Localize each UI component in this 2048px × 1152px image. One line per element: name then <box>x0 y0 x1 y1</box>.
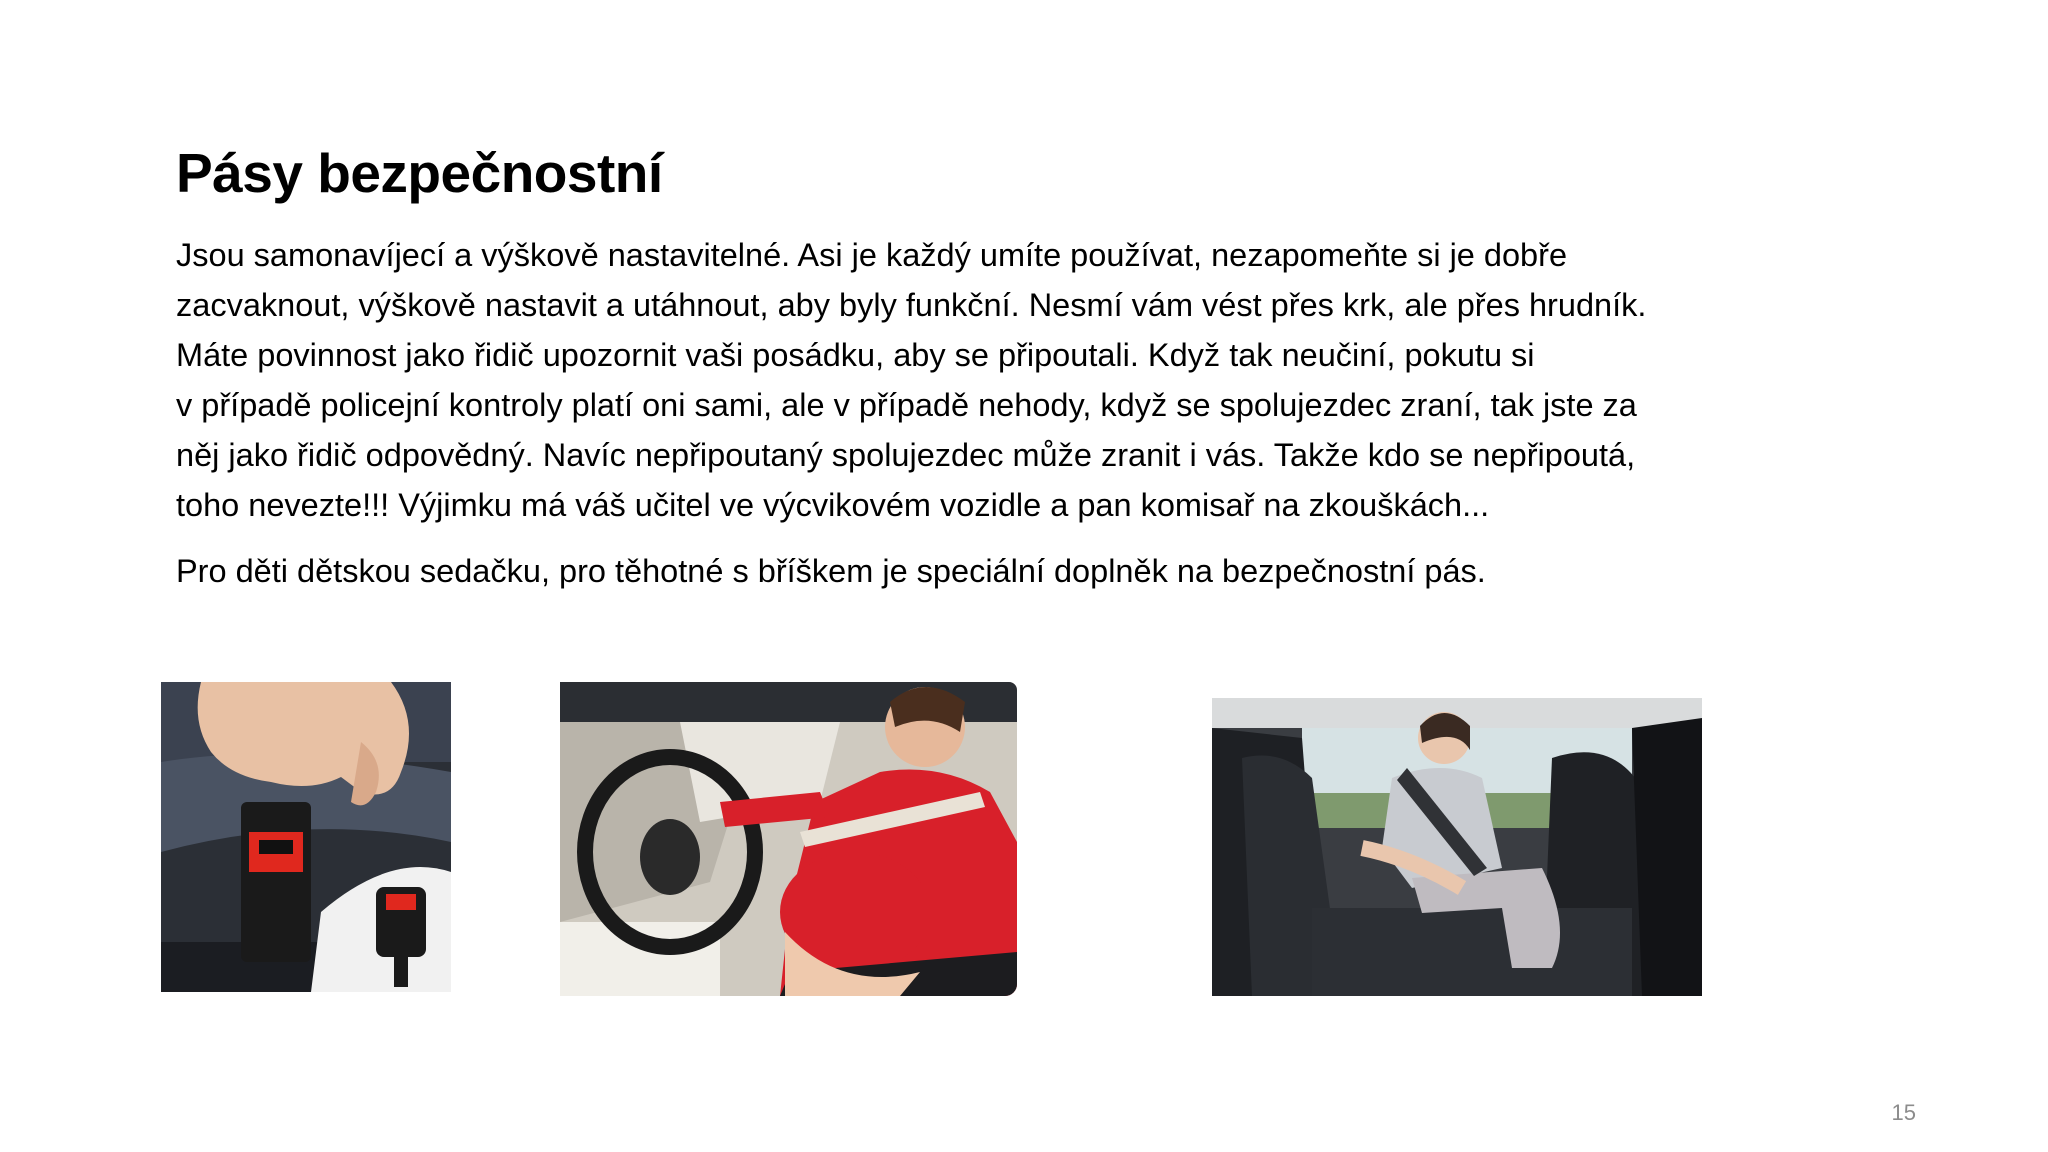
page-number: 15 <box>1891 1100 1916 1125</box>
text-line: v případě policejní kontroly platí oni sami, ale v případě nehody, když se spolujezdec zraní, tak jste za <box>176 387 1637 423</box>
text-line: zacvaknout, výškově nastavit a utáhnout, aby byly funkční. Nesmí vám vést přes krk, ale přes hrudník. <box>176 287 1647 323</box>
photo-belt-buckle <box>161 682 451 992</box>
slide-body <box>176 230 1816 596</box>
text-line: Jsou samonavíjecí a výškově nastavitelné. Asi je každý umíte používat, nezapomeňte si je dobře <box>176 237 1568 273</box>
paragraph-seatbelt-usage <box>176 230 1816 530</box>
photo-pregnant-driver <box>560 682 1017 996</box>
text-line: toho nevezte!!! Výjimku má váš učitel ve výcvikovém vozidle a pan komisař na zkouškách... <box>176 487 1490 523</box>
slide-title: Pásy bezpečnostní <box>176 142 663 204</box>
photo-rear-seat-passenger <box>1212 698 1702 996</box>
text-line: Máte povinnost jako řidič upozornit vaši posádku, aby se připoutali. Když tak neučiní, pokutu si <box>176 337 1535 373</box>
text-line: Pro děti dětskou sedačku, pro těhotné s bříškem je speciální doplněk na bezpečnostní pás. <box>176 553 1486 589</box>
text-line: něj jako řidič odpovědný. Navíc nepřipoutaný spolujezdec může zranit i vás. Takže kdo se nepřipoutá, <box>176 437 1636 473</box>
paragraph-children-pregnant <box>176 546 1816 596</box>
